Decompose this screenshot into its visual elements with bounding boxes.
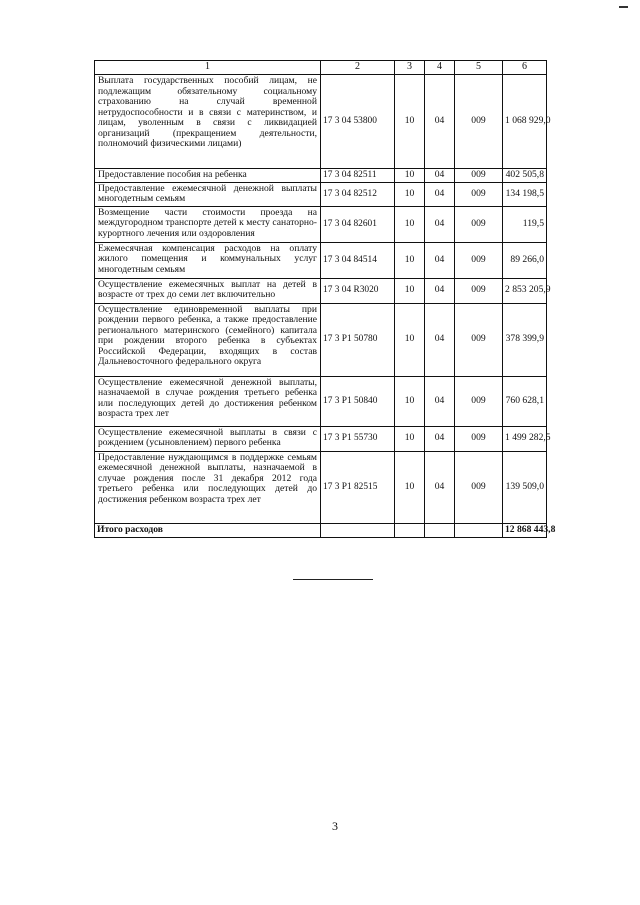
table-row — [95, 278, 547, 303]
table-row — [95, 242, 547, 278]
row-name: Возмещение части стоимости проезда на междугородном транспорте детей к месту санаторно-курортного лечения или оздоровления — [95, 206, 321, 242]
row-amount: 89 266,0 — [503, 242, 547, 278]
row-name: Предоставление ежемесячной денежной выплаты многодетным семьям — [95, 182, 321, 206]
row-name: Ежемесячная компенсация расходов на оплату жилого помещения и коммунальных услуг многодетным семьям — [95, 242, 321, 278]
row-code: 17 3 04 84514 — [321, 242, 395, 278]
row-code: 17 3 04 82601 — [321, 206, 395, 242]
row-code: 17 3 P1 82515 — [321, 451, 395, 523]
column-header-1: 1 — [95, 61, 321, 75]
row-subsection: 04 — [425, 182, 455, 206]
row-section: 10 — [395, 206, 425, 242]
row-code: 17 3 04 R3020 — [321, 278, 395, 303]
row-subsection: 04 — [425, 75, 455, 169]
row-name: Осуществление ежемесячных выплат на детей в возрасте от трех до семи лет включительно — [95, 278, 321, 303]
row-subsection: 04 — [425, 242, 455, 278]
row-type: 009 — [455, 303, 503, 376]
total-empty-cell — [455, 523, 503, 537]
corner-mark — [619, 6, 628, 8]
row-type: 009 — [455, 242, 503, 278]
row-code: 17 3 04 82512 — [321, 182, 395, 206]
row-subsection: 04 — [425, 303, 455, 376]
row-amount: 2 853 205,9 — [503, 278, 547, 303]
column-header-5: 5 — [455, 61, 503, 75]
row-type: 009 — [455, 206, 503, 242]
table-row — [95, 169, 547, 183]
row-amount: 378 399,9 — [503, 303, 547, 376]
row-amount: 402 505,8 — [503, 169, 547, 183]
total-label: Итого расходов — [95, 523, 321, 537]
column-header-3: 3 — [395, 61, 425, 75]
row-subsection: 04 — [425, 278, 455, 303]
row-section: 10 — [395, 182, 425, 206]
table-row — [95, 75, 547, 169]
row-type: 009 — [455, 426, 503, 451]
page-number: 3 — [332, 819, 338, 833]
table-header-row — [95, 61, 547, 75]
row-code: 17 3 P1 55730 — [321, 426, 395, 451]
row-section: 10 — [395, 169, 425, 183]
total-amount: 12 868 443,8 — [503, 523, 547, 537]
separator-line — [293, 579, 373, 580]
row-section: 10 — [395, 278, 425, 303]
row-amount: 1 499 282,5 — [503, 426, 547, 451]
table-row — [95, 451, 547, 523]
row-amount: 134 198,5 — [503, 182, 547, 206]
row-code: 17 3 P1 50780 — [321, 303, 395, 376]
row-subsection: 04 — [425, 206, 455, 242]
row-amount: 119,5 — [503, 206, 547, 242]
row-section: 10 — [395, 242, 425, 278]
row-type: 009 — [455, 451, 503, 523]
row-amount: 760 628,1 — [503, 376, 547, 426]
total-empty-cell — [395, 523, 425, 537]
row-section: 10 — [395, 303, 425, 376]
row-subsection: 04 — [425, 169, 455, 183]
row-type: 009 — [455, 278, 503, 303]
row-section: 10 — [395, 376, 425, 426]
row-subsection: 04 — [425, 376, 455, 426]
row-type: 009 — [455, 182, 503, 206]
row-subsection: 04 — [425, 426, 455, 451]
expenditure-table — [94, 60, 556, 538]
row-code: 17 3 P1 50840 — [321, 376, 395, 426]
column-header-6: 6 — [503, 61, 547, 75]
total-row — [95, 523, 547, 537]
row-amount: 1 068 929,0 — [503, 75, 547, 169]
total-empty-cell — [321, 523, 395, 537]
total-empty-cell — [425, 523, 455, 537]
table-row — [95, 426, 547, 451]
row-section: 10 — [395, 75, 425, 169]
table-row — [95, 182, 547, 206]
table-row — [95, 376, 547, 426]
column-header-2: 2 — [321, 61, 395, 75]
table-row — [95, 303, 547, 376]
row-name: Предоставление пособия на ребенка — [95, 169, 321, 183]
row-name: Осуществление единовременной выплаты при рождении первого ребенка, а также предоставление регионального материнского (семейного) капитала при рождении второго ребенка в субъектах Российской Федерации, входящих в состав Дальневосточного федерального округа — [95, 303, 321, 376]
row-name: Выплата государственных пособий лицам, не подлежащим обязательному социальному страхованию на случай временной нетрудоспособности и в связи с материнством, и лицам, уволенным в связи с ликвидацией организаций (прекращением деятельности, полномочий физическими лицами) — [95, 75, 321, 169]
table-row — [95, 206, 547, 242]
row-name: Осуществление ежемесячной денежной выплаты, назначаемой в случае рождения третьего ребенка или последующих детей до достижения ребенком возраста трех лет — [95, 376, 321, 426]
row-section: 10 — [395, 451, 425, 523]
row-type: 009 — [455, 376, 503, 426]
row-amount: 139 509,0 — [503, 451, 547, 523]
row-subsection: 04 — [425, 451, 455, 523]
row-code: 17 3 04 53800 — [321, 75, 395, 169]
row-name: Осуществление ежемесячной выплаты в связи с рождением (усыновлением) первого ребенка — [95, 426, 321, 451]
column-header-4: 4 — [425, 61, 455, 75]
row-type: 009 — [455, 169, 503, 183]
row-section: 10 — [395, 426, 425, 451]
row-type: 009 — [455, 75, 503, 169]
row-name: Предоставление нуждающимся в поддержке семьям ежемесячной денежной выплаты, назначаемой в случае рождения после 31 декабря 2012 года третьего ребенка или последующих детей до достижения ребенком возраста трех лет — [95, 451, 321, 523]
row-code: 17 3 04 82511 — [321, 169, 395, 183]
